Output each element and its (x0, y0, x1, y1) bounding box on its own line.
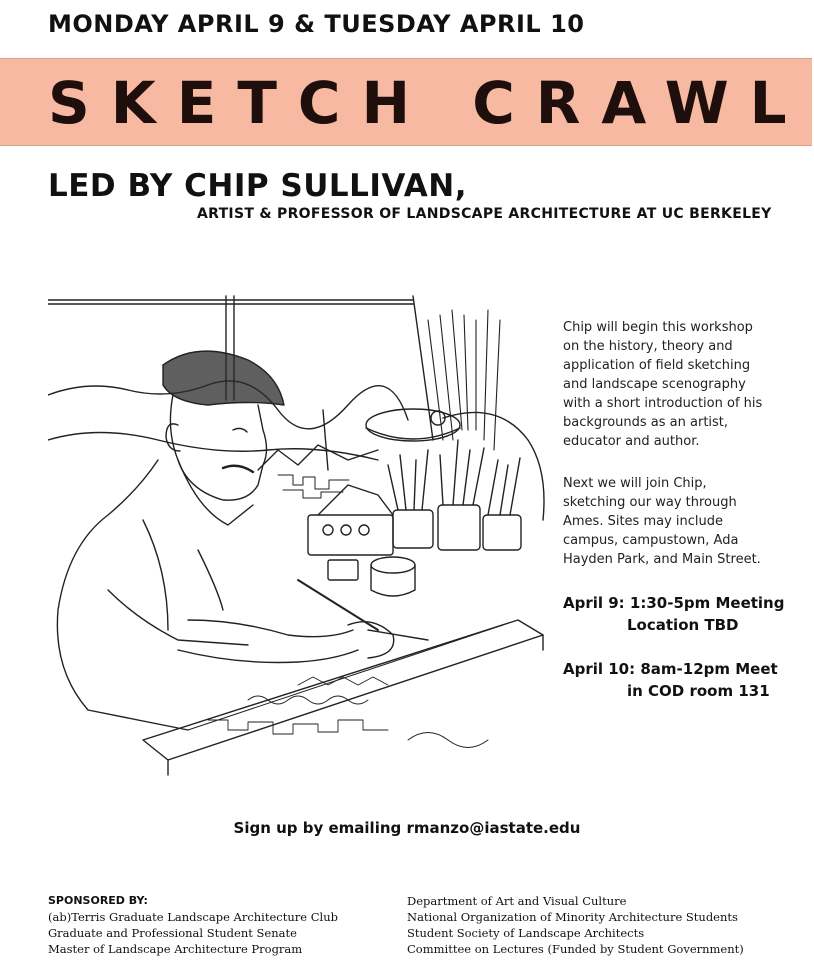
session-2-location: in COD room 131 (627, 682, 770, 700)
event-dates: MONDAY APRIL 9 & TUESDAY APRIL 10 (48, 10, 585, 38)
event-title: SKETCH CRAWL (48, 69, 808, 137)
sponsor-item: Department of Art and Visual Culture (407, 894, 627, 908)
title-banner (0, 58, 812, 146)
sponsor-item: Master of Landscape Architecture Program (48, 942, 303, 956)
presenter-name: LED BY CHIP SULLIVAN, (48, 168, 468, 204)
sponsor-item: Graduate and Professional Student Senate (48, 926, 297, 940)
sponsor-item: National Organization of Minority Architecture Students (407, 910, 738, 924)
sponsor-item: (ab)Terris Graduate Landscape Architecture Club (48, 910, 338, 924)
session-april-9 (563, 592, 793, 636)
session-1-time: April 9: 1:30-5pm Meeting (563, 594, 785, 612)
session-1-location: Location TBD (627, 616, 739, 634)
session-april-10 (563, 658, 793, 702)
sponsors-left (48, 893, 338, 957)
workshop-description: Chip will begin this workshop on the history, theory and application of field sketching and landscape scenography with a short introduction of his backgrounds as an artist, educator and author. (563, 320, 763, 449)
artist-sketching-illustration (48, 290, 550, 780)
session-2-time: April 10: 8am-12pm Meet (563, 660, 778, 678)
sponsor-item: Student Society of Landscape Architects (407, 926, 645, 940)
presenter-role: ARTIST & PROFESSOR OF LANDSCAPE ARCHITECTURE AT UC BERKELEY (197, 206, 772, 222)
sponsors-heading: SPONSORED BY: (48, 894, 148, 907)
sketch-route-description: Next we will join Chip, sketching our way through Ames. Sites may include campus, campustown, Ada Hayden Park, and Main Street. (563, 476, 761, 567)
sponsor-item: Committee on Lectures (Funded by Student Government) (407, 942, 744, 956)
sponsors-right (407, 893, 744, 957)
signup-instructions: Sign up by emailing rmanzo@iastate.edu (233, 819, 581, 837)
